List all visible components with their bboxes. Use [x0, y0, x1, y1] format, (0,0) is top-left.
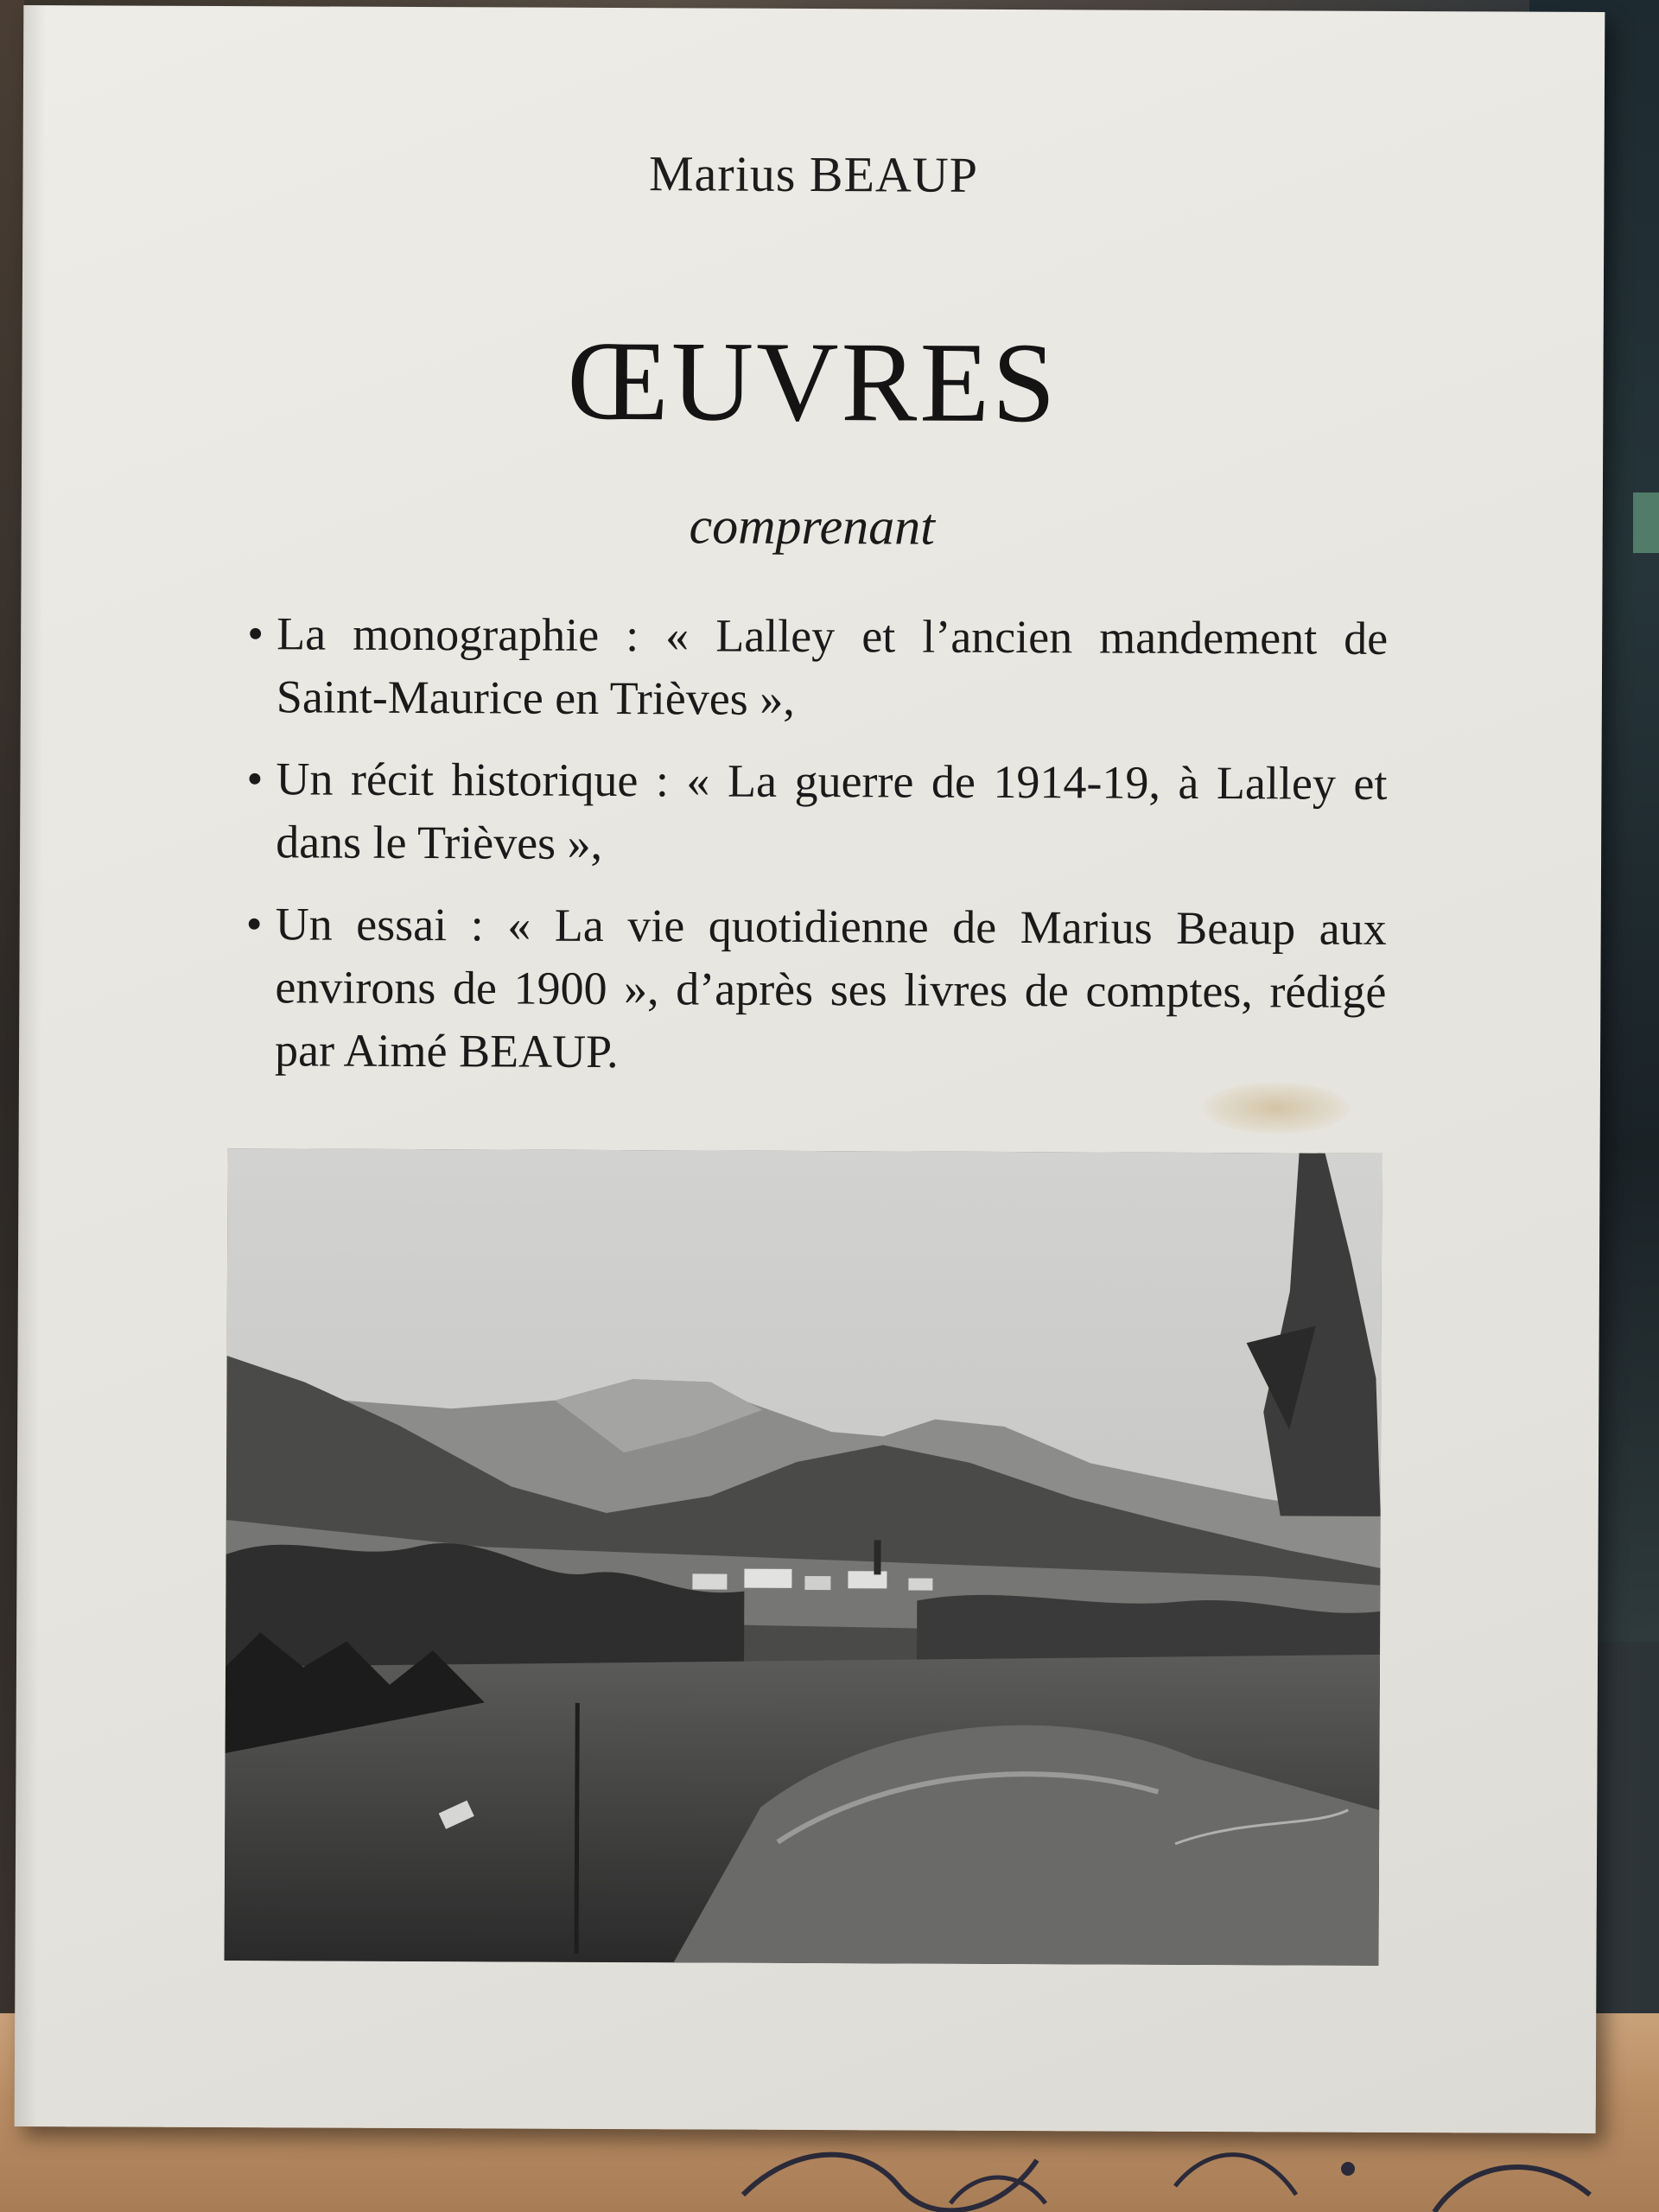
contents-item-text: Un récit historique : « La guerre de 1914-19, à Lalley et dans le Trièves »,: [276, 753, 1388, 869]
bullet: •: [246, 753, 264, 805]
contents-item: [247, 602, 1389, 734]
landscape-photo: [224, 1148, 1382, 1966]
bullet: •: [247, 607, 264, 660]
contents-item: [245, 893, 1387, 1087]
bullet: •: [245, 898, 263, 950]
landscape-illustration: [224, 1148, 1382, 1966]
book-subtitle: comprenant: [689, 497, 936, 556]
book-cover: [15, 5, 1605, 2133]
background-green-sign: [1633, 493, 1659, 553]
contents-item-text: Un essai : « La vie quotidienne de Marius Beaup aux environs de 1900 », d’après ses livres de comptes, rédigé par Aimé BEAUP.: [274, 898, 1387, 1078]
author-name: Marius BEAUP: [648, 145, 979, 203]
contents-list: [245, 602, 1389, 1106]
contents-item: [246, 747, 1388, 879]
contents-item-text: La monographie : « Lalley et l’ancien mandement de Saint-Maurice en Trièves »,: [276, 607, 1389, 725]
book-title: ŒUVRES: [567, 316, 1058, 447]
